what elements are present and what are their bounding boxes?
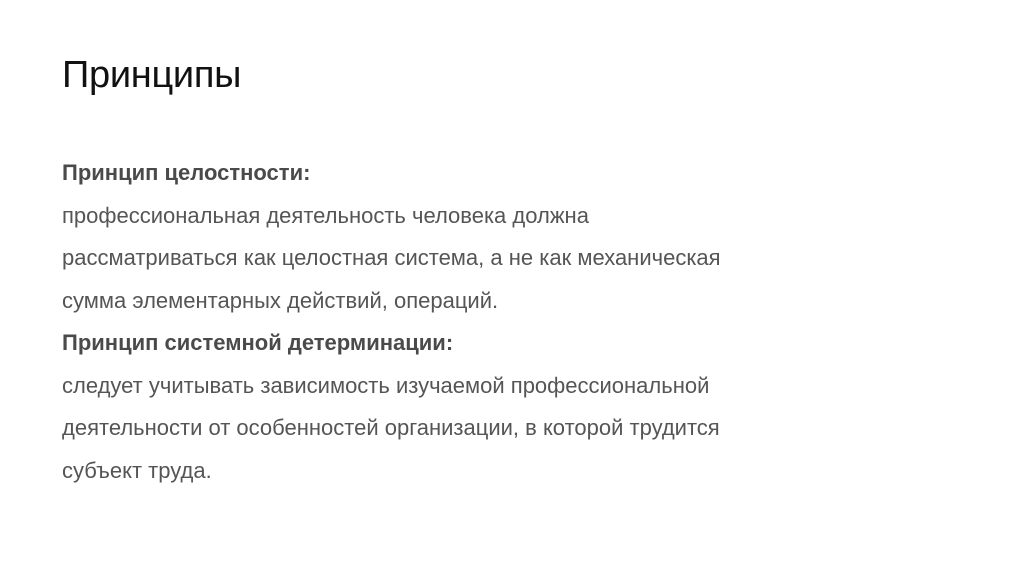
- slide-body: [62, 152, 962, 492]
- section-heading-system-determination: Принцип системной детерминации:: [62, 330, 454, 355]
- section-text-line: следует учитывать зависимость изучаемой профессиональной: [62, 372, 710, 398]
- section-text-line: рассматриваться как целостная система, а не как механическая: [62, 245, 721, 270]
- section-text-line: субъект труда.: [62, 457, 212, 483]
- section-heading-integrity: Принцип целостности:: [62, 160, 311, 185]
- section-text-line: сумма элементарных действий, операций.: [62, 287, 499, 313]
- section-text-line: профессиональная деятельность человека должна: [62, 202, 589, 228]
- slide-title: Принципы: [62, 54, 242, 96]
- section-text-line: деятельности от особенностей организации, в которой трудится: [62, 415, 720, 440]
